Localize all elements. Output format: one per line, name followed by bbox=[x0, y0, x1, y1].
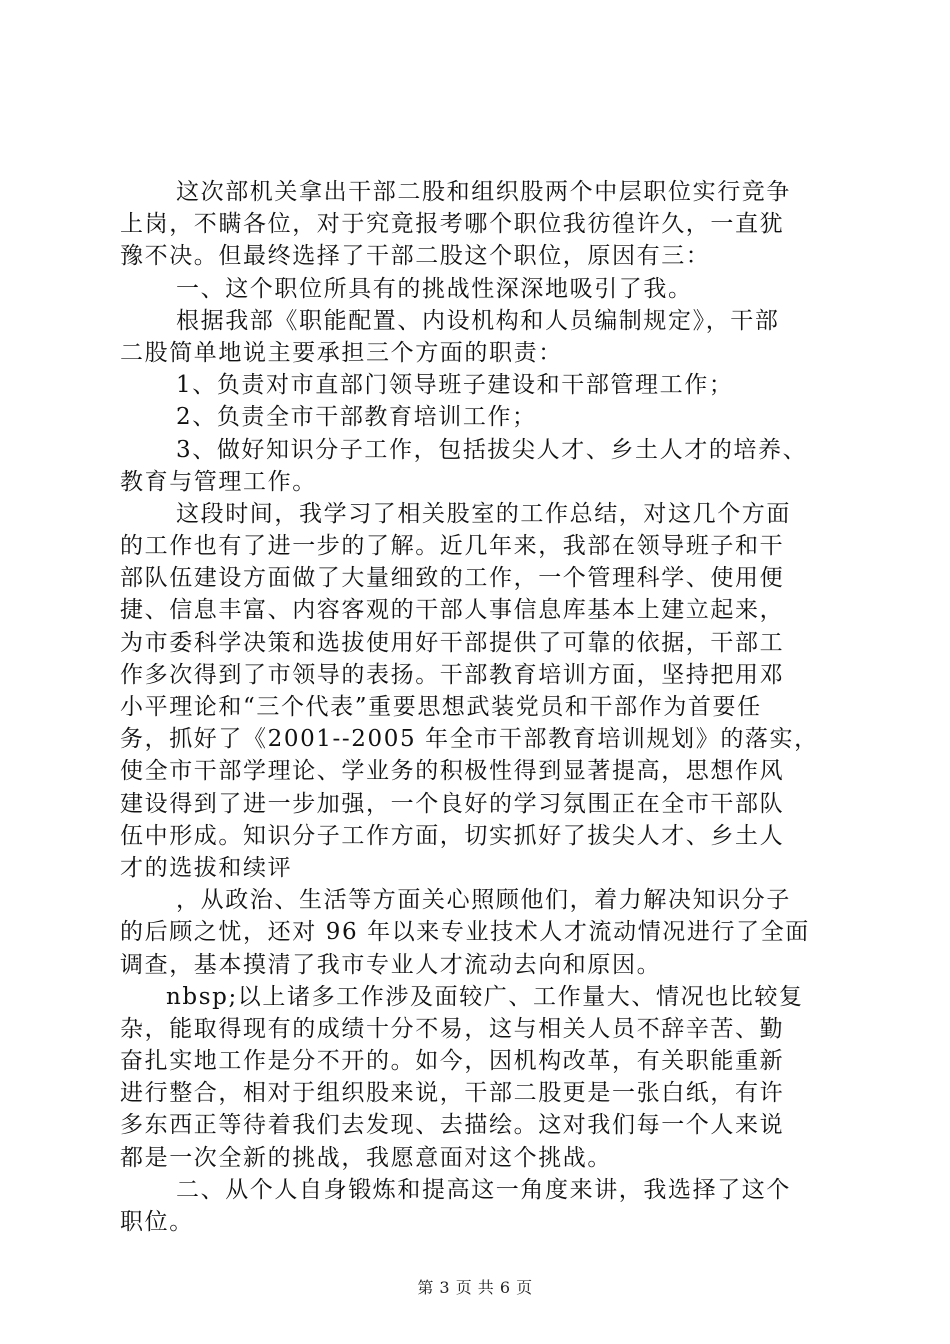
text-line: 使全市干部学理论、学业务的积极性得到显著提高，思想作风 bbox=[120, 758, 785, 785]
text-line: 上岗，不瞒各位，对于究竟报考哪个职位我彷徨许久，一直犹 bbox=[120, 211, 785, 238]
text-line: 为市委科学决策和选拔使用好干部提供了可靠的依据，干部工 bbox=[120, 629, 785, 656]
text-line: 二股简单地说主要承担三个方面的职责： bbox=[120, 339, 563, 366]
text-line: 根据我部《职能配置、内设机构和人员编制规定》，干部 bbox=[176, 307, 780, 334]
text-line: 豫不决。但最终选择了干部二股这个职位，原因有三： bbox=[120, 243, 711, 270]
text-line: 小平理论和“三个代表”重要思想武装党员和干部作为首要任 bbox=[120, 694, 762, 720]
document-body bbox=[120, 176, 835, 1238]
text-line: 职位。 bbox=[120, 1209, 194, 1235]
text-line: 务，抓好了《2001--2005 年全市干部教育培训规划》的落实， bbox=[120, 726, 819, 753]
text-line: 捷、信息丰富、内容客观的干部人事信息库基本上建立起来， bbox=[120, 597, 785, 624]
text-line: 的后顾之忧，还对 96 年以来专业技术人才流动情况进行了全面 bbox=[120, 919, 810, 946]
text-line: 一、这个职位所具有的挑战性深深地吸引了我。 bbox=[176, 275, 693, 302]
text-line: 伍中形成。知识分子工作方面，切实抓好了拔尖人才、乡土人 bbox=[120, 822, 785, 849]
text-line: 2、负责全市干部教育培训工作； bbox=[176, 404, 537, 431]
text-line: 教育与管理工作。 bbox=[120, 468, 317, 495]
text-line: 建设得到了进一步加强，一个良好的学习氛围正在全市干部队 bbox=[120, 790, 785, 817]
text-line: 这段时间，我学习了相关股室的工作总结，对这几个方面 bbox=[176, 500, 791, 527]
text-line: 3、做好知识分子工作，包括拔尖人才、乡土人才的培养、 bbox=[176, 436, 808, 463]
text-line: 才的选拔和续评 bbox=[120, 854, 293, 881]
text-line: 都是一次全新的挑战，我愿意面对这个挑战。 bbox=[120, 1144, 612, 1171]
page-number-footer: 第 3 页 共 6 页 bbox=[417, 1278, 533, 1297]
text-line: 进行整合，相对于组织股来说，干部二股更是一张白纸，有许 bbox=[120, 1080, 785, 1107]
text-line: ，从政治、生活等方面关心照顾他们，着力解决知识分子 bbox=[176, 887, 791, 914]
text-line: 作多次得到了市领导的表扬。干部教育培训方面，坚持把用邓 bbox=[120, 661, 785, 688]
text-line: 多东西正等待着我们去发现、去描绘。这对我们每一个人来说 bbox=[120, 1112, 785, 1139]
text-line: 1、负责对市直部门领导班子建设和干部管理工作； bbox=[176, 372, 734, 399]
text-line: 部队伍建设方面做了大量细致的工作，一个管理科学、使用便 bbox=[120, 565, 785, 592]
text-line: nbsp;以上诸多工作涉及面较广、工作量大、情况也比较复 bbox=[166, 983, 804, 1010]
text-line: 杂，能取得现有的成绩十分不易，这与相关人员不辞辛苦、勤 bbox=[120, 1015, 785, 1042]
text-line: 的工作也有了进一步的了解。近几年来，我部在领导班子和干 bbox=[120, 533, 785, 560]
text-line: 调查，基本摸清了我市专业人才流动去向和原因。 bbox=[120, 951, 662, 978]
text-line: 这次部机关拿出干部二股和组织股两个中层职位实行竞争 bbox=[176, 179, 791, 205]
text-line: 奋扎实地工作是分不开的。如今，因机构改革，有关职能重新 bbox=[120, 1048, 785, 1075]
text-line: 二、从个人自身锻炼和提高这一角度来讲，我选择了这个 bbox=[176, 1176, 791, 1203]
